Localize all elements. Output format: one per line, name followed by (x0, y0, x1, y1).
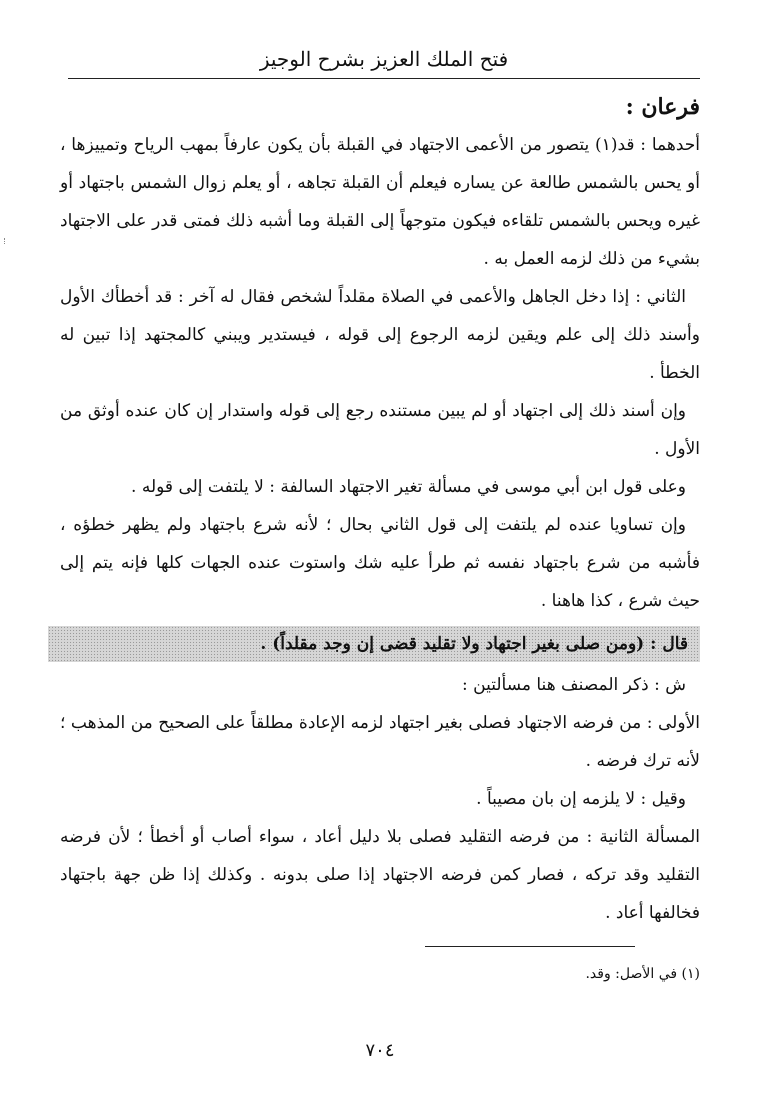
commentary-intro: ش : ذكر المصنف هنا مسألتين : (462, 675, 686, 695)
section-heading: فرعان : (625, 94, 700, 120)
page-number: ٧٠٤ (365, 1040, 395, 1061)
paragraph-second-branch: الثاني : إذا دخل الجاهل والأعمى في الصلاة مقلداً لشخص فقال له آخر : قد أخطأك الأول وأسند ذلك إلى علم ويقين لزمه الرجوع إلى قوله ، فيستدير ويبني كالمجتهد إذا تبين له الخطأ . (60, 287, 700, 383)
matn-quote-highlight: قال : (ومن صلى بغير اجتهاد ولا تقليد قضى إن وجد مقلداً) . (48, 626, 700, 662)
footnote-rule (425, 946, 635, 947)
header-rule (68, 78, 700, 79)
paragraph-equal-case: وإن تساويا عنده لم يلتفت إلى قول الثاني بحال ؛ لأنه شرع باجتهاد ولم يظهر خطؤه ، فأشبه من شرع باجتهاد نفسه ثم طرأ عليه شك واستوت عنده الجهات كلها فإنه يتم إلى حيث شرع ، كذا هاهنا . (60, 515, 700, 611)
paragraph-ijtihad-source: وإن أسند ذلك إلى اجتهاد أو لم يبين مستنده رجع إلى قوله واستدار إن كان عنده أوثق من الأول . (60, 401, 700, 459)
main-text (60, 90, 700, 932)
commentary-issue-two: المسألة الثانية : من فرضه التقليد فصلى بلا دليل أعاد ، سواء أصاب أو أخطأ ؛ لأن فرضه التقليد وقد تركه ، فصار كمن فرضه الاجتهاد إذا صلى بدونه . وكذلك إذا ظن جهة باجتهاد فخالفها أعاد . (60, 827, 700, 923)
footnote: (١) في الأصل: وقد. (585, 966, 700, 982)
commentary-alternative-view: وقيل : لا يلزمه إن بان مصيباً . (476, 789, 686, 809)
paragraph-ibn-abi-musa: وعلى قول ابن أبي موسى في مسألة تغير الاجتهاد السالفة : لا يلتفت إلى قوله . (131, 477, 686, 497)
commentary-issue-one: الأولى : من فرضه الاجتهاد فصلى بغير اجتهاد لزمه الإعادة مطلقاً على الصحيح من المذهب ؛ لأنه ترك فرضه . (60, 713, 700, 771)
paragraph-first-branch: أحدهما : قد(١) يتصور من الأعمى الاجتهاد في القبلة بأن يكون عارفاً بمهب الرياح وتمييزها ، أو يحس بالشمس طالعة عن يساره فيعلم أن القبلة تجاهه ، أو يعلم زوال الشمس باجتهاد أو غيره ويحس بالشمس تلقاءه فيكون متوجهاً إلى القبلة وما أشبه ذلك فمتى قدر على الاجتهاد بشيء من ذلك لزمه العمل به . (60, 135, 700, 269)
margin-mark (4, 238, 8, 244)
running-title: فتح الملك العزيز بشرح الوجيز (259, 47, 509, 71)
